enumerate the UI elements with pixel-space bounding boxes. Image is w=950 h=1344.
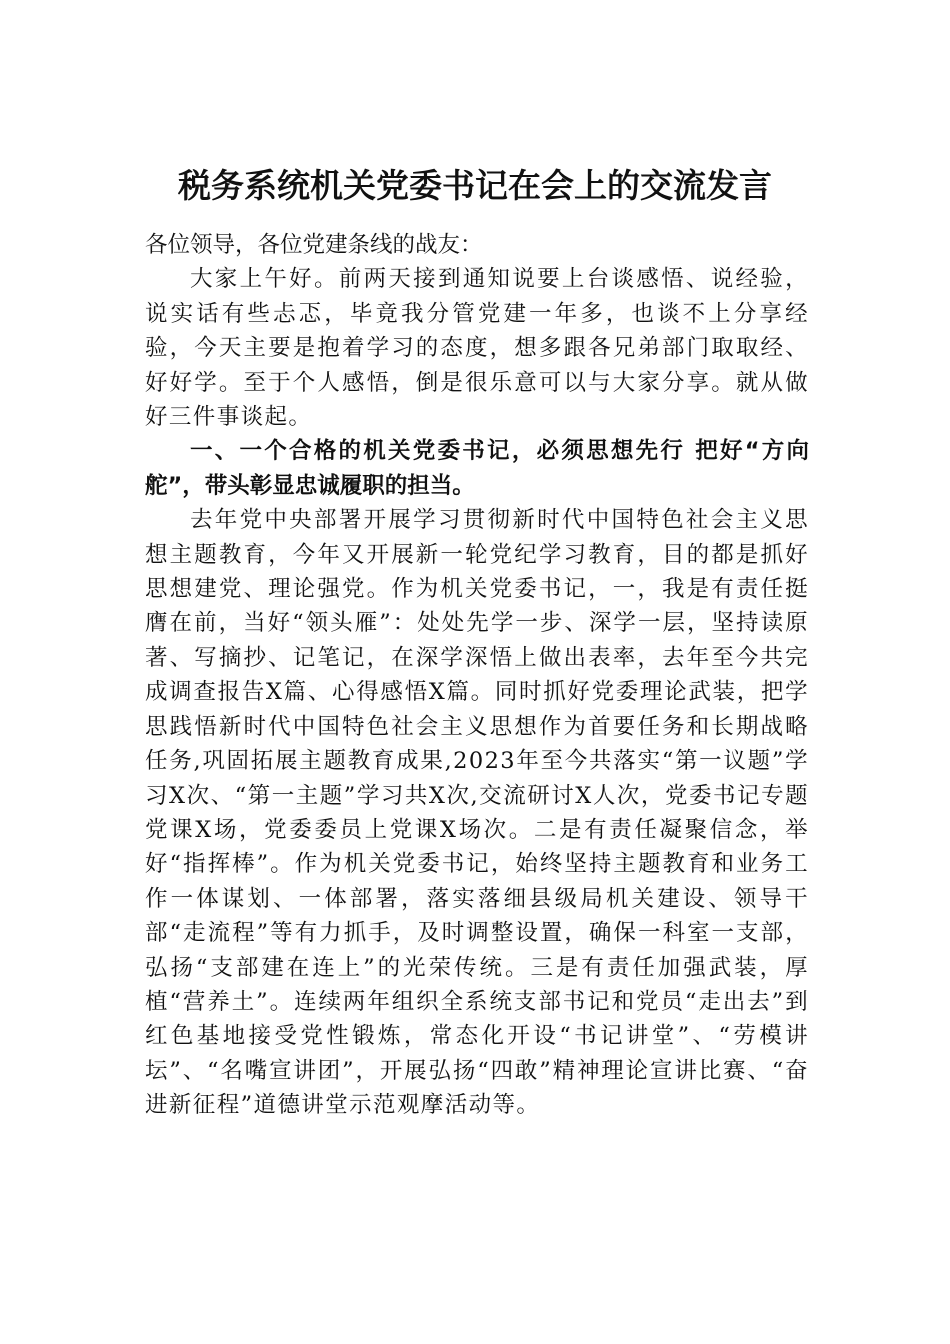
document-body — [145, 228, 809, 1123]
paragraph-opening: 大家上午好。前两天接到通知说要上台谈感悟、说经验，说实话有些忐忑，毕竟我分管党建一年多，也谈不上分享经验，今天主要是抱着学习的态度，想多跟各兄弟部门取取经、好好学。至于个人感悟，倒是很乐意可以与大家分享。就从做好三件事谈起。 — [145, 266, 809, 431]
paragraph-section-1: 去年党中央部署开展学习贯彻新时代中国特色社会主义思想主题教育，今年又开展新一轮党纪学习教育，目的都是抓好思想建党、理论强党。作为机关党委书记，一，我是有责任挺膺在前，当好“领头雁”：处处先学一步、深学一层，坚持读原著、写摘抄、记笔记，在深学深悟上做出表率，去年至今共完成调查报告X篇、心得感悟X篇。同时抓好党委理论武装，把学思践悟新时代中国特色社会主义思想作为首要任务和长期战略任务,巩固拓展主题教育成果,2023年至今共落实“第一议题”学习X次、“第一主题”学习共X次,交流研讨X人次，党委书记专题党课X场，党委委员上党课X场次。二是有责任凝聚信念，举好“指挥棒”。作为机关党委书记，始终坚持主题教育和业务工作一体谋划、一体部署，落实落细县级局机关建设、领导干部“走流程”等有力抓手，及时调整设置，确保一科室一支部，弘扬“支部建在连上”的光荣传统。三是有责任加强武装，厚植“营养土”。连续两年组织全系统支部书记和党员“走出去”到红色基地接受党性锻炼，常态化开设“书记讲堂”、“劳模讲坛”、“名嘴宣讲团”，开展弘扬“四敢”精神理论宣讲比赛、“奋进新征程”道德讲堂示范观摩活动等。 — [145, 507, 809, 1119]
section-heading-1: 一、一个合格的机关党委书记，必须思想先行 把好“方向舵”，带头彰显忠诚履职的担当。 — [145, 438, 809, 499]
document-title: 税务系统机关党委书记在会上的交流发言 — [178, 166, 772, 205]
salutation: 各位领导，各位党建条线的战友： — [145, 232, 483, 258]
